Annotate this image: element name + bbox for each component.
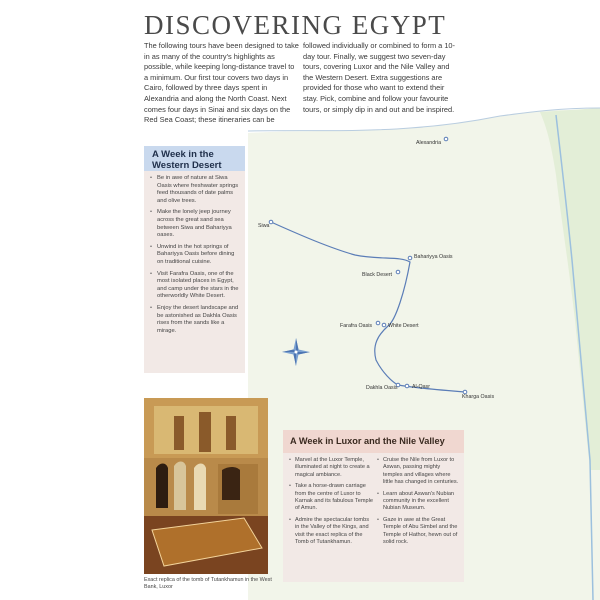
luxor-heading: A Week in Luxor and the Nile Valley <box>283 430 464 453</box>
white-desert-point <box>382 323 386 327</box>
list-item: • Cruise the Nile from Luxor to Aswan, passing mighty temples and villages where little has changed in centuries. <box>377 457 461 487</box>
label-dakhla: Dakhla Oasis <box>366 385 398 391</box>
list-item: • Unwind in the hot springs of Bahariyya Oasis before dining on traditional cuisine. <box>150 244 241 267</box>
label-farafra: Farafra Oasis <box>340 323 373 329</box>
list-item: • Marvel at the Luxor Temple, illuminated at night to create a magical ambiance. <box>289 457 373 479</box>
list-item: • Gaze in awe at the Great Temple of Abu Simbel and the Temple of Hathor, hewn out of solid rock. <box>377 517 461 547</box>
label-siwa: Siwa <box>258 223 270 229</box>
luxor-columns <box>289 457 461 550</box>
label-bahariyya: Bahariyya Oasis <box>414 254 453 260</box>
label-alexandria: Alexandria <box>416 140 442 146</box>
photo-caption: Exact replica of the tomb of Tutankhamun in the West Bank, Luxor <box>144 577 272 590</box>
tomb-photo <box>144 398 268 574</box>
western-desert-list <box>144 171 245 335</box>
list-item: • Take a horse-drawn carriage from the centre of Luxor to Karnak and its fabulous Temple of Amun. <box>289 483 373 513</box>
label-white-desert: White Desert <box>388 323 419 329</box>
list-item: • Make the lonely jeep journey across the great sand sea between Siwa and Bahariyya oases. <box>150 209 241 239</box>
black-desert-point <box>396 270 400 274</box>
luxor-list-2 <box>377 457 461 550</box>
list-item: • Be in awe of nature at Siwa Oasis where freshwater springs feed thousands of date palms and olive trees. <box>150 175 241 205</box>
intro-column-2: followed individually or combined to form a 10-day tour. Finally, we suggest two seven-day tours, covering Luxor and the Nile Valley and the Western Desert. Extra suggestions are provided for those who want to extend their stay. Pick, combine and follow your favourite tours, or simply dip in and out and be inspired. <box>303 41 455 114</box>
alexandria-point <box>444 137 448 141</box>
luxor-box <box>283 430 464 582</box>
al-qasr-point <box>405 384 409 388</box>
tomb-photo-image <box>144 398 268 574</box>
list-item: • Learn about Aswan's Nubian community in the excellent Nubian Museum. <box>377 491 461 513</box>
label-al-qasr: Al-Qasr <box>412 384 430 390</box>
page-title: DISCOVERING EGYPT <box>144 10 447 40</box>
western-desert-heading: A Week in the Western Desert <box>144 146 245 171</box>
list-item: • Admire the spectacular tombs in the Valley of the Kings, and visit the exact replica of the Tomb of Tutankhamun. <box>289 517 373 547</box>
label-kharga: Kharga Oasis <box>462 394 495 400</box>
farafra-point <box>376 321 380 325</box>
intro-column-1: The following tours have been designed to take in as many of the country's highlights as possible, while keeping long-distance travel to a minimum. Our first tour covers two days in Cairo, followed by three days spent in Alexandria and along the North Coast. Next comes four days in Sinai and six days on the Red Sea Coast; these itineraries can be <box>144 41 299 125</box>
western-desert-box <box>144 146 245 373</box>
luxor-list-1 <box>289 457 373 550</box>
list-item: • Enjoy the desert landscape and be astonished as Dakhla Oasis rises from the sands like a mirage. <box>150 305 241 335</box>
label-black-desert: Black Desert <box>362 272 393 278</box>
siwa-point <box>269 220 273 224</box>
list-item: • Visit Farafra Oasis, one of the most isolated places in Egypt, and camp under the stars in the otherworldly White Desert. <box>150 271 241 301</box>
bahariyya-point <box>408 256 412 260</box>
